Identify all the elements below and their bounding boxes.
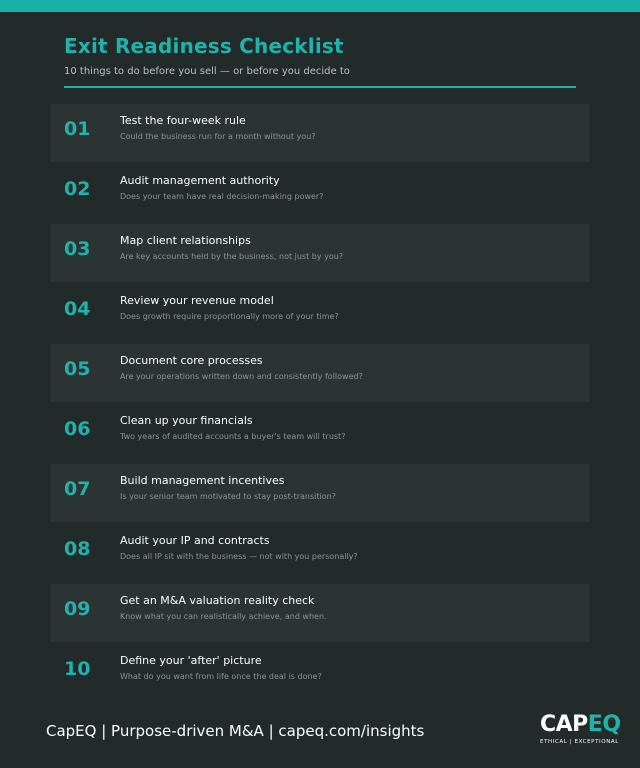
item-number: 01 xyxy=(64,118,91,140)
page-title: Exit Readiness Checklist xyxy=(64,34,344,58)
checklist-item xyxy=(50,644,590,702)
item-title: Audit your IP and contracts xyxy=(120,534,270,547)
item-title: Test the four-week rule xyxy=(120,114,246,127)
item-title: Map client relationships xyxy=(120,234,251,247)
item-number: 07 xyxy=(64,478,91,500)
item-description: What do you want from life once the deal is done? xyxy=(120,672,322,681)
checklist-item xyxy=(50,344,590,402)
capeq-logo xyxy=(540,712,620,745)
item-description: Could the business run for a month without you? xyxy=(120,132,316,141)
item-description: Does your team have real decision-making power? xyxy=(120,192,324,201)
logo-text-main: CAP xyxy=(540,712,588,737)
item-title: Review your revenue model xyxy=(120,294,274,307)
footer-text: CapEQ | Purpose-driven M&A | capeq.com/insights xyxy=(46,722,425,740)
item-number: 06 xyxy=(64,418,91,440)
item-description: Are key accounts held by the business, not just by you? xyxy=(120,252,344,261)
checklist-item xyxy=(50,524,590,582)
item-title: Clean up your financials xyxy=(120,414,253,427)
item-title: Define your 'after' picture xyxy=(120,654,262,667)
item-number: 09 xyxy=(64,598,91,620)
item-number: 03 xyxy=(64,238,91,260)
title-divider xyxy=(64,86,576,88)
checklist-item xyxy=(50,464,590,522)
checklist-item xyxy=(50,104,590,162)
checklist-item xyxy=(50,284,590,342)
item-number: 05 xyxy=(64,358,91,380)
page-subtitle: 10 things to do before you sell — or before you decide to xyxy=(64,66,350,77)
logo-wordmark xyxy=(540,712,620,738)
checklist-item xyxy=(50,224,590,282)
item-description: Does all IP sit with the business — not with you personally? xyxy=(120,552,358,561)
logo-text-accent: EQ xyxy=(587,712,621,737)
item-description: Is your senior team motivated to stay post-transition? xyxy=(120,492,336,501)
item-title: Audit management authority xyxy=(120,174,280,187)
item-number: 08 xyxy=(64,538,91,560)
logo-tagline: ETHICAL | EXCEPTIONAL xyxy=(540,739,619,745)
item-number: 02 xyxy=(64,178,91,200)
checklist-item xyxy=(50,404,590,462)
item-description: Does growth require proportionally more of your time? xyxy=(120,312,339,321)
top-accent-bar xyxy=(0,0,640,12)
checklist xyxy=(50,104,590,704)
checklist-item xyxy=(50,584,590,642)
item-title: Get an M&A valuation reality check xyxy=(120,594,315,607)
item-description: Know what you can realistically achieve, and when. xyxy=(120,612,327,621)
item-number: 10 xyxy=(64,658,91,680)
item-title: Build management incentives xyxy=(120,474,285,487)
item-description: Two years of audited accounts a buyer's team will trust? xyxy=(120,432,346,441)
item-description: Are your operations written down and consistently followed? xyxy=(120,372,363,381)
item-title: Document core processes xyxy=(120,354,263,367)
item-number: 04 xyxy=(64,298,91,320)
checklist-item xyxy=(50,164,590,222)
